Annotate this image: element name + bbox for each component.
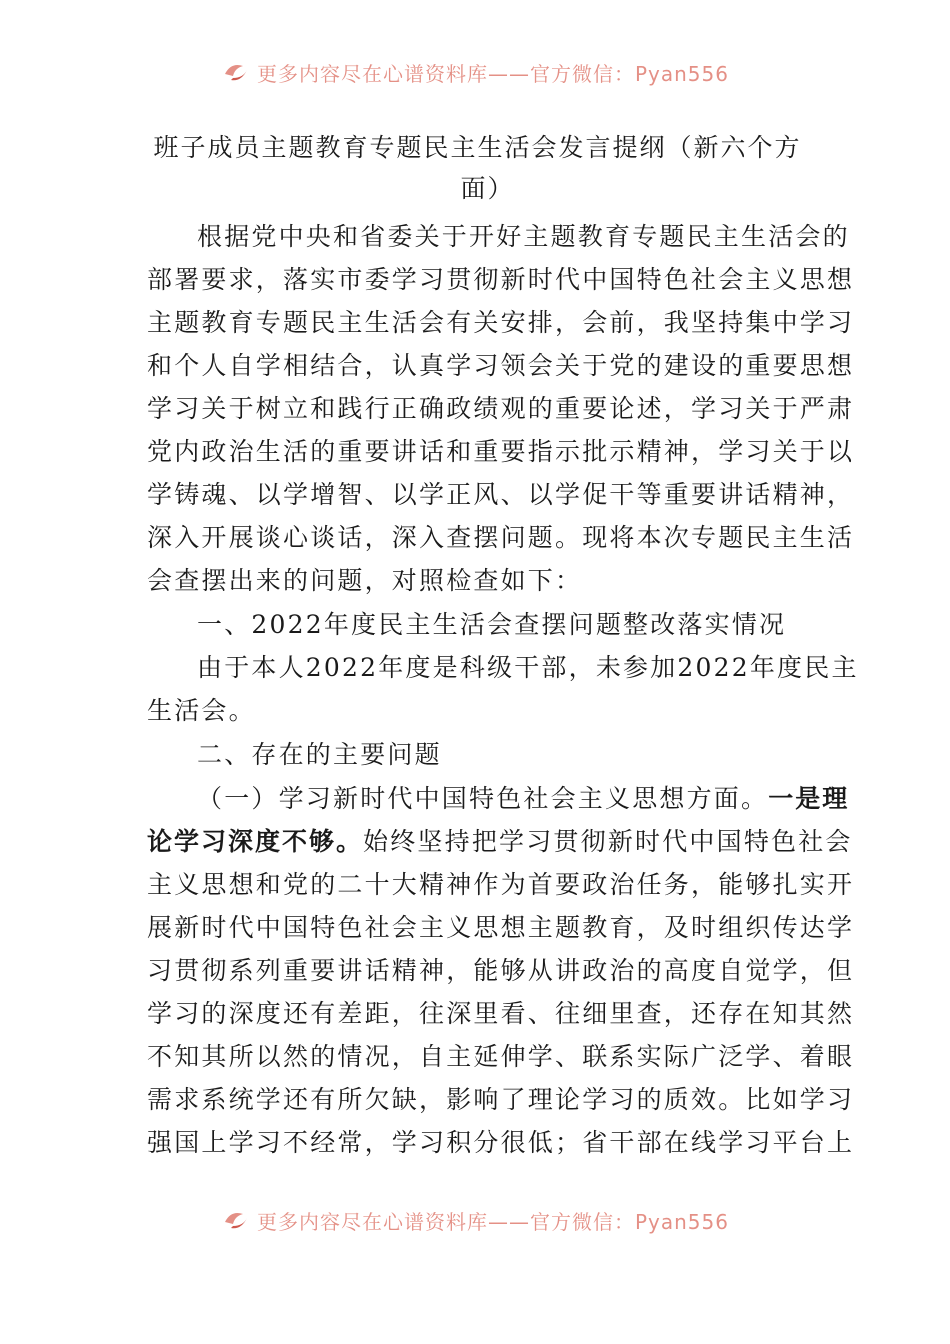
- body-line: 学习的深度还有差距，往深里看、往细里查，还存在知其然: [147, 999, 855, 1028]
- body-line: 由于本人2022年度是科级干部，未参加2022年度民主: [197, 653, 859, 682]
- watermark-logo-icon: [221, 1208, 251, 1232]
- body-line: 学习关于树立和践行正确政绩观的重要论述，学习关于严肃: [147, 394, 855, 423]
- body-line: 会查摆出来的问题，对照检查如下：: [147, 566, 583, 595]
- bold-point-a: 一是理: [768, 784, 850, 813]
- body-text: 始终坚持把学习贯彻新时代中国特色社会: [363, 827, 853, 856]
- body-line: 习贯彻系列重要讲话精神，能够从讲政治的高度自觉学，但: [147, 956, 855, 985]
- subsection-line: [197, 784, 849, 814]
- document-title-line-2: 面）: [460, 174, 515, 203]
- body-line: 不知其所以然的情况，自主延伸学、联系实际广泛学、着眼: [147, 1042, 855, 1071]
- body-line: 展新时代中国特色社会主义思想主题教育，及时组织传达学: [147, 913, 855, 942]
- body-line: 生活会。: [147, 696, 256, 725]
- body-line: 部署要求，落实市委学习贯彻新时代中国特色社会主义思想: [147, 265, 855, 294]
- watermark-logo-icon: [221, 60, 251, 84]
- subsection-line: [147, 827, 853, 857]
- section-heading: 一、2022年度民主生活会查摆问题整改落实情况: [197, 610, 787, 639]
- body-line: 主题教育专题民主生活会有关安排，会前，我坚持集中学习: [147, 308, 855, 337]
- subsection-lead: （一）学习新时代中国特色社会主义思想方面。: [197, 784, 769, 813]
- document-title-line-1: 班子成员主题教育专题民主生活会发言提纲（新六个方: [153, 133, 802, 162]
- body-line: 强国上学习不经常，学习积分很低；省干部在线学习平台上: [147, 1128, 855, 1157]
- watermark-header: [0, 52, 950, 92]
- body-line: 党内政治生活的重要讲话和重要指示批示精神，学习关于以: [147, 437, 855, 466]
- watermark-footer: [0, 1200, 950, 1240]
- body-line: 需求系统学还有所欠缺，影响了理论学习的质效。比如学习: [147, 1085, 855, 1114]
- body-line: 根据党中央和省委关于开好主题教育专题民主生活会的: [197, 222, 850, 251]
- bold-point-b: 论学习深度不够。: [147, 827, 364, 856]
- section-heading: 二、存在的主要问题: [197, 740, 442, 769]
- watermark-text: 更多内容尽在心谱资料库——官方微信：Pyan556: [256, 61, 729, 86]
- body-line: 和个人自学相结合，认真学习领会关于党的建设的重要思想: [147, 351, 855, 380]
- body-line: 主义思想和党的二十大精神作为首要政治任务，能够扎实开: [147, 870, 855, 899]
- watermark-text: 更多内容尽在心谱资料库——官方微信：Pyan556: [256, 1209, 729, 1234]
- body-line: 学铸魂、以学增智、以学正风、以学促干等重要讲话精神，: [147, 480, 855, 509]
- body-line: 深入开展谈心谈话，深入查摆问题。现将本次专题民主生活: [147, 523, 855, 552]
